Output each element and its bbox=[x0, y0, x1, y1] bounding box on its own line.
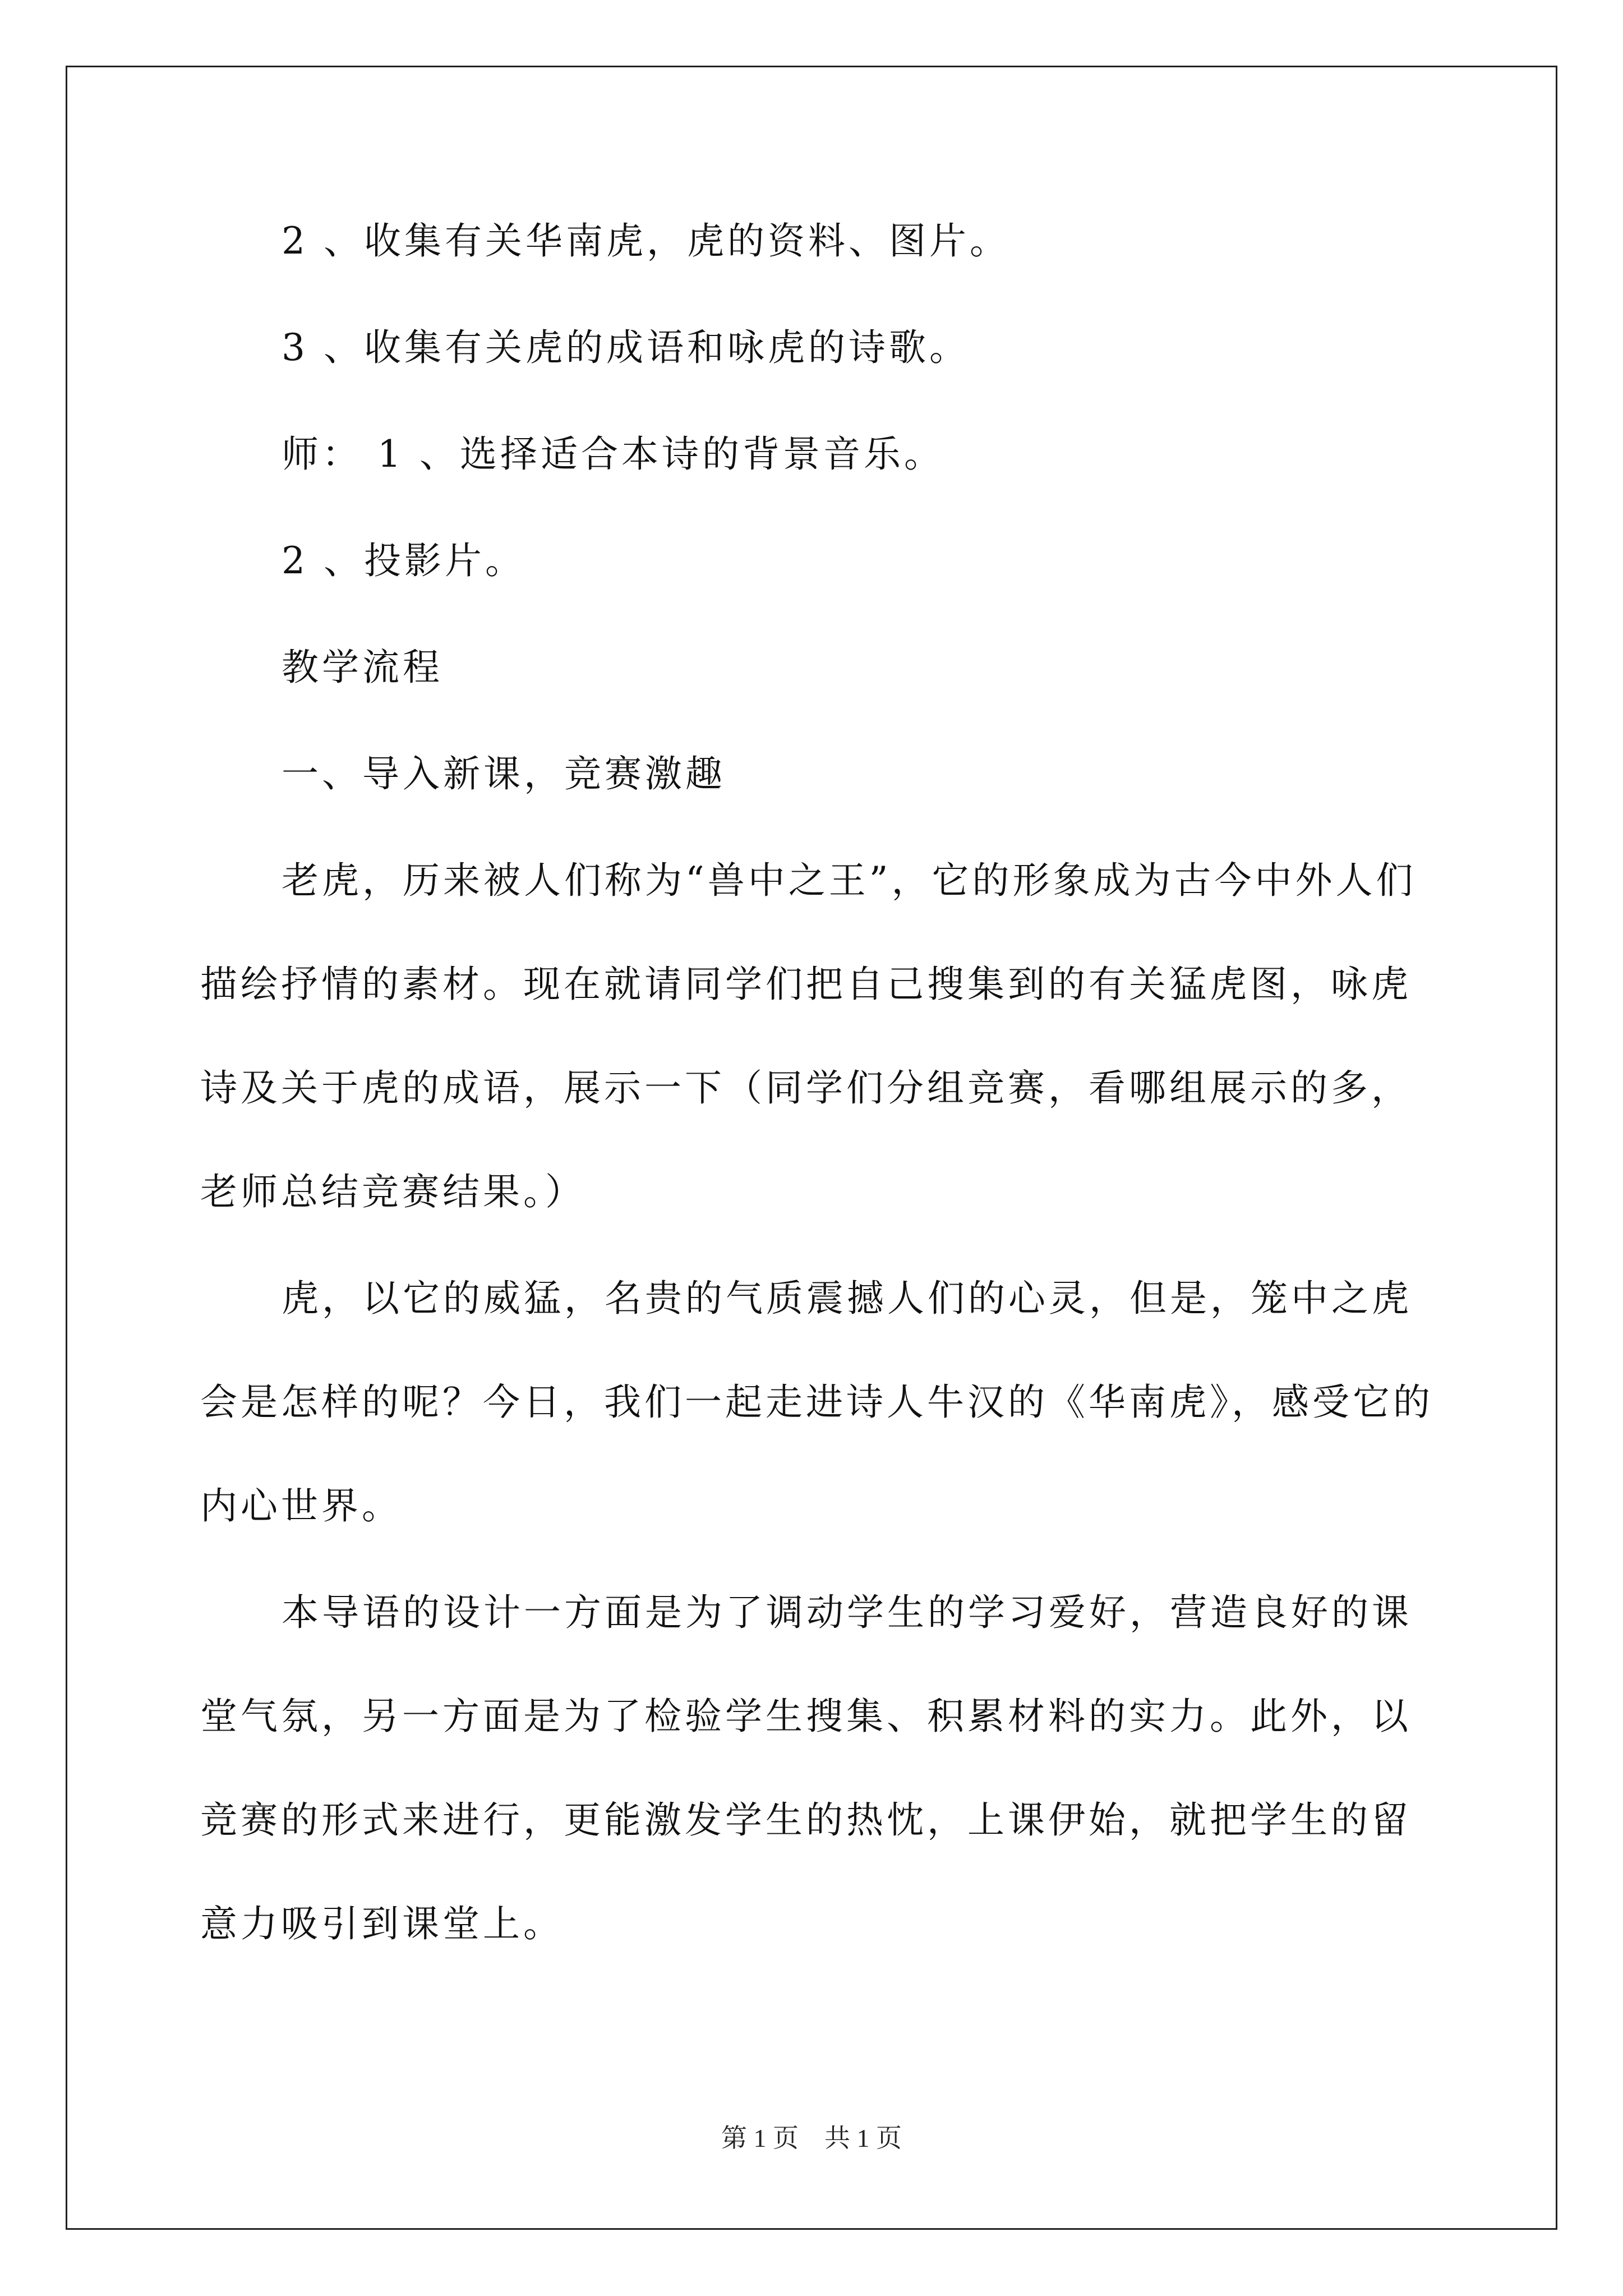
paragraph-3-line-3: 竞赛的形式来进行，更能激发学生的热忱，上课伊始，就把学生的留 bbox=[200, 1798, 1412, 1842]
paragraph-2-line-1: 虎，以它的威猛，名贵的气质震撼人们的心灵，但是，笼中之虎 bbox=[282, 1277, 1412, 1320]
paragraph-1-line-4: 老师总结竞赛结果。） bbox=[200, 1170, 585, 1213]
paragraph-2-line-2: 会是怎样的呢？今日，我们一起走进诗人牛汉的《华南虎》，感受它的 bbox=[200, 1381, 1433, 1424]
paragraph-3-line-4: 意力吸引到课堂上。 bbox=[200, 1902, 564, 1945]
paragraph-1-line-1: 老虎，历来被人们称为“兽中之王”，它的形象成为古今中外人们 bbox=[282, 859, 1417, 902]
section-heading-teaching-flow: 教学流程 bbox=[282, 646, 443, 689]
paragraph-2-line-3: 内心世界。 bbox=[200, 1484, 402, 1527]
paragraph-1-line-3: 诗及关于虎的成语，展示一下（同学们分组竞赛，看哪组展示的多， bbox=[200, 1066, 1412, 1110]
text-line-teacher-2: 2 、投影片。 bbox=[282, 539, 525, 582]
section-heading-intro: 一、导入新课，竞赛激趣 bbox=[282, 752, 726, 795]
page-number-footer: 第 1 页 共 1 页 bbox=[721, 2124, 902, 2152]
text-line-prep-2: 2 、收集有关华南虎，虎的资料、图片。 bbox=[282, 219, 1010, 263]
paragraph-1-line-2: 描绘抒情的素材。现在就请同学们把自己搜集到的有关猛虎图，咏虎 bbox=[200, 963, 1412, 1006]
text-line-prep-3: 3 、收集有关虎的成语和咏虎的诗歌。 bbox=[282, 326, 970, 369]
text-line-teacher-1: 师： 1 、选择适合本诗的背景音乐。 bbox=[282, 432, 944, 476]
paragraph-3-line-2: 堂气氛，另一方面是为了检验学生搜集、积累材料的实力。此外，以 bbox=[200, 1695, 1412, 1738]
paragraph-3-line-1: 本导语的设计一方面是为了调动学生的学习爱好，营造良好的课 bbox=[282, 1591, 1412, 1634]
